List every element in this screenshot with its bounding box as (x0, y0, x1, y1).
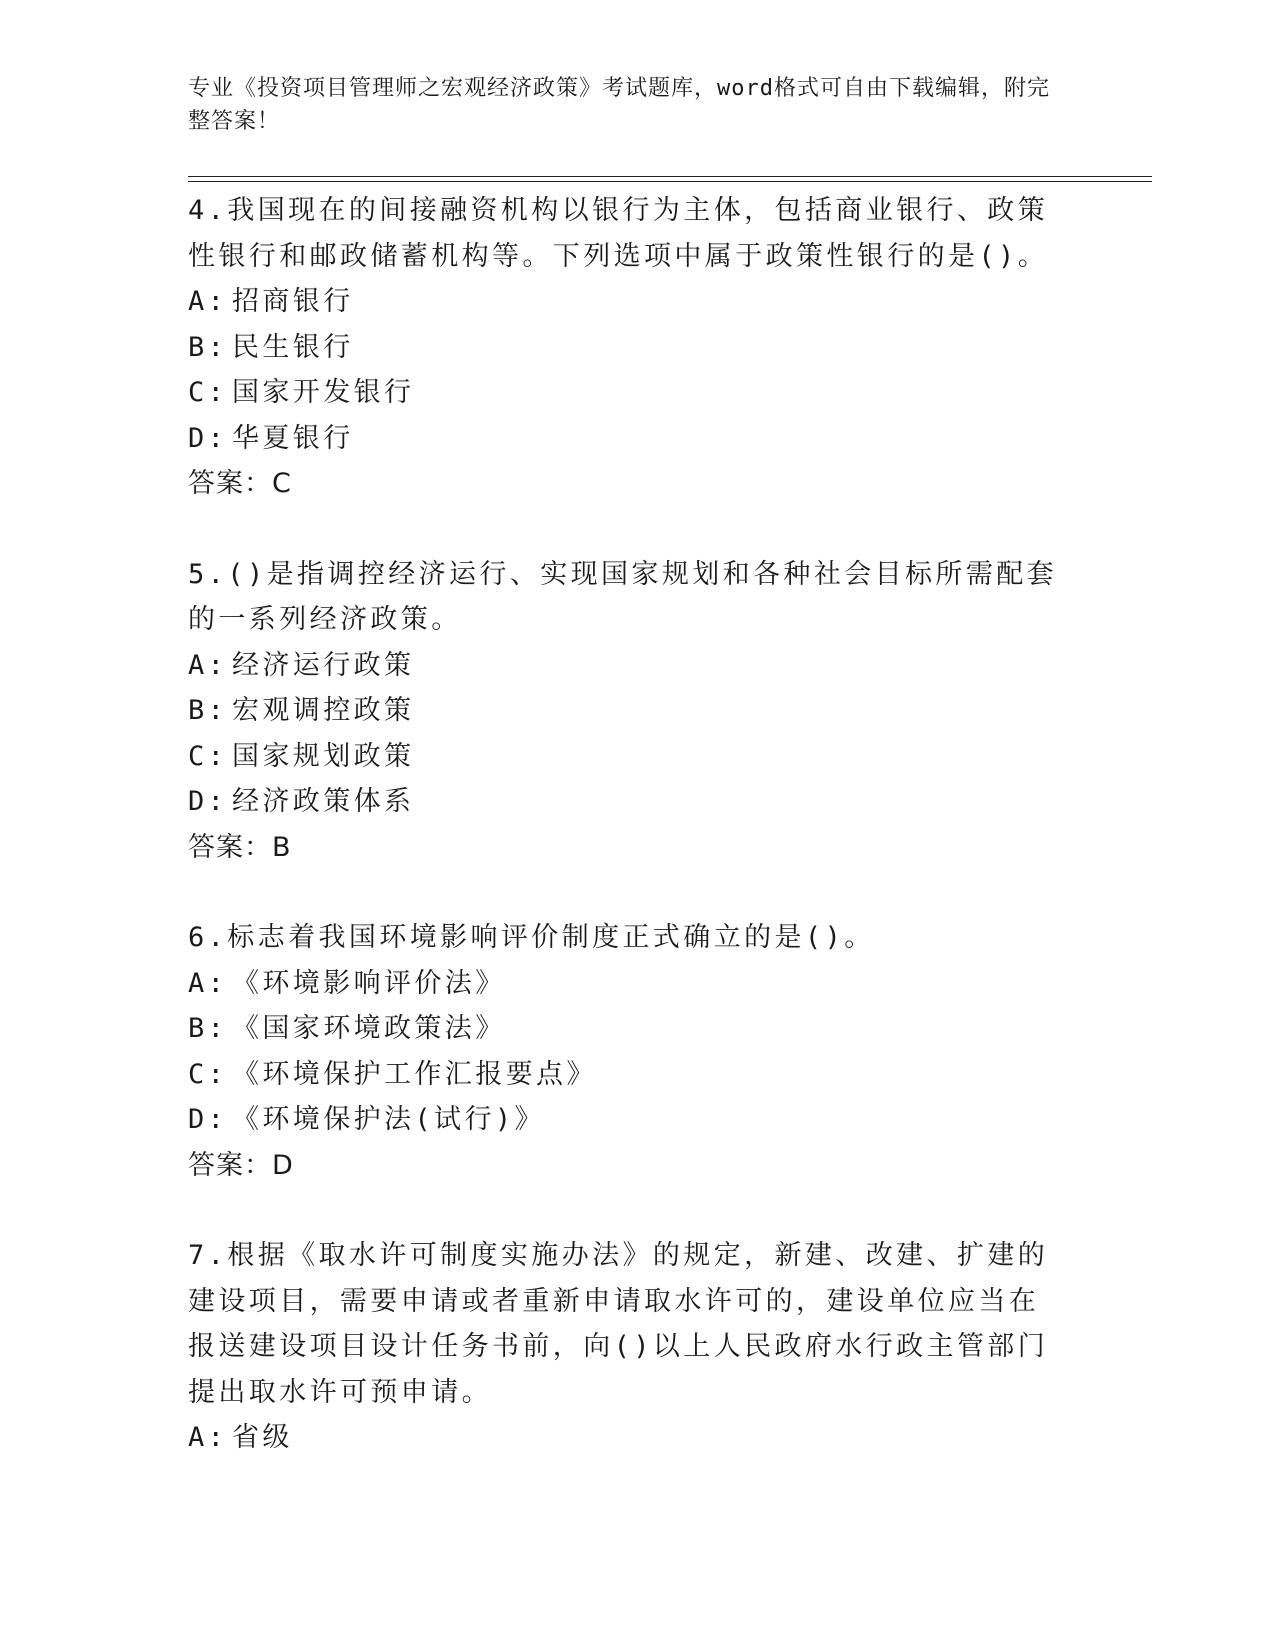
option-c (188, 734, 1068, 780)
question-item (188, 1233, 1068, 1461)
option-text: 招商银行 (232, 286, 354, 317)
option-letter: A: (188, 286, 228, 317)
option-a (188, 279, 1068, 325)
option-b (188, 688, 1068, 734)
option-letter: D: (188, 422, 228, 454)
answer-line: 答案：D (188, 1149, 294, 1181)
option-c (188, 370, 1068, 416)
option-a (188, 643, 1068, 689)
question-item (188, 552, 1068, 871)
question-item (188, 915, 1068, 1188)
option-c (188, 1052, 1068, 1098)
question-item (188, 188, 1068, 507)
question-list (188, 188, 1068, 1461)
option-letter: C: (188, 377, 228, 408)
option-text: 宏观调控政策 (232, 695, 415, 726)
option-text: 经济政策体系 (232, 786, 415, 817)
option-text: 《环境保护法(试行)》 (232, 1104, 545, 1135)
option-a (188, 961, 1068, 1007)
header-divider-top (188, 176, 1152, 177)
document-intro: 专业《投资项目管理师之宏观经济政策》考试题库，word格式可自由下载编辑，附完整答案！ (188, 76, 1050, 134)
option-text: 经济运行政策 (232, 649, 415, 681)
option-b (188, 1006, 1068, 1052)
option-letter: B: (188, 695, 228, 726)
question-stem: 5.()是指调控经济运行、实现国家规划和各种社会目标所需配套的一系列经济政策。 (188, 558, 1058, 635)
option-text: 《环境影响评价法》 (232, 967, 506, 999)
option-text: 民生银行 (232, 331, 354, 363)
question-stem: 4.我国现在的间接融资机构以银行为主体，包括商业银行、政策性银行和邮政储蓄机构等。下列选项中属于政策性银行的是()。 (188, 195, 1049, 272)
question-spacer (188, 870, 1068, 915)
option-text: 《国家环境政策法》 (232, 1013, 506, 1044)
question-stem: 6.标志着我国环境影响评价制度正式确立的是()。 (188, 922, 875, 953)
option-d (188, 416, 1068, 462)
question-stem: 7.根据《取水许可制度实施办法》的规定，新建、改建、扩建的建设项目，需要申请或者重新申请取水许可的，建设单位应当在报送建设项目设计任务书前，向()以上人民政府水行政主管部门提出取水许可预申请。 (188, 1240, 1049, 1408)
option-letter: A: (188, 1422, 228, 1453)
option-text: 省级 (232, 1422, 293, 1453)
header-divider-bottom (188, 181, 1152, 182)
option-a (188, 1415, 1068, 1461)
option-b (188, 325, 1068, 371)
answer-line: 答案：B (188, 831, 292, 863)
option-text: 《环境保护工作汇报要点》 (232, 1058, 597, 1090)
option-letter: A: (188, 967, 228, 999)
answer-line: 答案：C (188, 468, 292, 499)
option-letter: C: (188, 740, 228, 772)
option-letter: B: (188, 1013, 228, 1044)
option-letter: A: (188, 649, 228, 681)
option-letter: D: (188, 1104, 228, 1135)
option-d (188, 779, 1068, 825)
option-letter: C: (188, 1058, 228, 1090)
question-spacer (188, 507, 1068, 552)
option-text: 国家开发银行 (232, 377, 415, 408)
option-text: 华夏银行 (232, 422, 354, 454)
option-letter: B: (188, 331, 228, 363)
option-d (188, 1097, 1068, 1143)
option-text: 国家规划政策 (232, 740, 415, 772)
question-spacer (188, 1188, 1068, 1233)
option-letter: D: (188, 786, 228, 817)
